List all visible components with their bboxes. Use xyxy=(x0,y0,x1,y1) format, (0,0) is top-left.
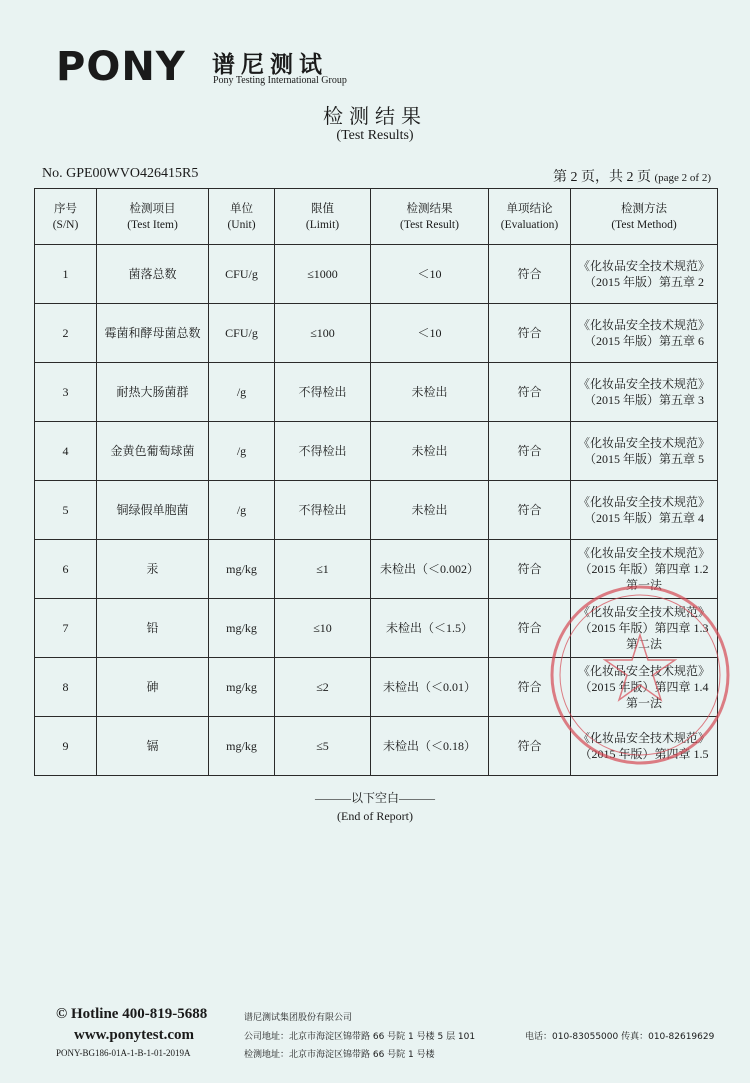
column-header xyxy=(97,189,209,245)
cell-item: 金黄色葡萄球菌 xyxy=(97,422,209,481)
hotline-text: Hotline 400-819-5688 xyxy=(70,1006,208,1022)
cell-limit: 不得检出 xyxy=(275,481,371,540)
footer-website: www.ponytest.com xyxy=(74,1027,194,1043)
method-line: （2015 年版）第五章 4 xyxy=(583,511,704,525)
cell-eval: 符合 xyxy=(489,245,571,304)
method-line: 第一法 xyxy=(625,696,662,710)
column-header-cn: 限值 xyxy=(311,202,334,215)
cell-result: 未检出（＜0.002） xyxy=(371,540,489,599)
column-header xyxy=(209,189,275,245)
method-line: 《化妆品安全技术规范》 xyxy=(577,546,710,560)
method-line: （2015 年版）第五章 3 xyxy=(583,393,704,407)
cell-method xyxy=(571,245,718,304)
method-line: （2015 年版）第五章 6 xyxy=(583,334,704,348)
footer-hotline xyxy=(56,1006,207,1023)
column-header-cn: 检测方法 xyxy=(621,202,667,215)
cell-result: 未检出（＜0.18） xyxy=(371,717,489,776)
cell-result: ＜10 xyxy=(371,304,489,363)
method-line: 《化妆品安全技术规范》 xyxy=(577,605,710,619)
cell-unit: /g xyxy=(209,363,275,422)
end-cn: ———以下空白——— xyxy=(314,791,435,805)
cell-limit: 不得检出 xyxy=(275,363,371,422)
cell-sn: 3 xyxy=(35,363,97,422)
cell-sn: 7 xyxy=(35,599,97,658)
column-header-en: (Test Result) xyxy=(400,218,459,231)
cell-sn: 2 xyxy=(35,304,97,363)
cell-unit: /g xyxy=(209,481,275,540)
page-number-cn: 第 2 页，共 2 页 xyxy=(552,170,651,185)
cell-method xyxy=(571,363,718,422)
table-row xyxy=(35,245,718,304)
cell-eval: 符合 xyxy=(489,717,571,776)
table-row xyxy=(35,422,718,481)
page-number xyxy=(553,166,711,186)
cell-limit: ≤1000 xyxy=(275,245,371,304)
cell-limit: 不得检出 xyxy=(275,422,371,481)
method-line: 《化妆品安全技术规范》 xyxy=(577,731,710,745)
cell-result: 未检出（＜1.5） xyxy=(371,599,489,658)
table-row xyxy=(35,481,718,540)
column-header-en: (Test Item) xyxy=(127,218,178,231)
footer-tel-fax: 电话：010-83055000 传真：010-82619629 xyxy=(525,1032,715,1042)
footer-form-code: PONY-BG186-01A-1-B-1-01-2019A xyxy=(56,1048,191,1058)
cell-unit: CFU/g xyxy=(209,304,275,363)
cell-sn: 6 xyxy=(35,540,97,599)
cell-sn: 1 xyxy=(35,245,97,304)
cell-item: 菌落总数 xyxy=(97,245,209,304)
cell-unit: /g xyxy=(209,422,275,481)
method-line: 《化妆品安全技术规范》 xyxy=(577,377,710,391)
column-header-en: (S/N) xyxy=(52,218,79,231)
column-header-en: (Evaluation) xyxy=(500,218,559,231)
method-line: （2015 年版）第四章 1.5 xyxy=(579,747,709,761)
column-header xyxy=(571,189,718,245)
cell-method xyxy=(571,304,718,363)
cell-sn: 5 xyxy=(35,481,97,540)
cell-item: 铅 xyxy=(97,599,209,658)
table-header-row xyxy=(35,189,718,245)
page-number-en: (page 2 of 2) xyxy=(654,172,711,184)
cell-limit: ≤1 xyxy=(275,540,371,599)
cell-item: 霉菌和酵母菌总数 xyxy=(97,304,209,363)
column-header-cn: 单位 xyxy=(230,202,253,215)
cell-limit: ≤100 xyxy=(275,304,371,363)
column-header-en: (Unit) xyxy=(227,218,256,231)
column-header xyxy=(371,189,489,245)
column-header-cn: 检测结果 xyxy=(406,202,453,215)
footer-company: 谱尼测试集团股份有限公司 xyxy=(244,1013,353,1023)
column-header xyxy=(489,189,571,245)
method-line: 《化妆品安全技术规范》 xyxy=(577,259,710,273)
column-header-en: (Test Method) xyxy=(611,218,677,231)
cell-method xyxy=(571,422,718,481)
cell-unit: mg/kg xyxy=(209,658,275,717)
end-of-report xyxy=(0,789,750,825)
cell-eval: 符合 xyxy=(489,363,571,422)
cell-limit: ≤2 xyxy=(275,658,371,717)
page-subtitle: (Test Results) xyxy=(336,128,414,143)
footer-company-address: 公司地址：北京市海淀区锦带路 66 号院 1 号楼 5 层 101 xyxy=(244,1032,476,1042)
method-line: （2015 年版）第四章 1.4 xyxy=(579,680,709,694)
method-line: 第二法 xyxy=(625,637,662,651)
method-line: （2015 年版）第五章 2 xyxy=(583,275,704,289)
column-header xyxy=(275,189,371,245)
method-line: 《化妆品安全技术规范》 xyxy=(577,318,710,332)
page-title: 检测结果 xyxy=(323,104,427,128)
table-row xyxy=(35,363,718,422)
cell-unit: CFU/g xyxy=(209,245,275,304)
cell-result: 未检出 xyxy=(371,422,489,481)
cell-limit: ≤10 xyxy=(275,599,371,658)
cell-item: 镉 xyxy=(97,717,209,776)
logo-chinese-name: 谱尼测试 xyxy=(212,52,328,78)
inspection-seal-icon xyxy=(545,580,735,770)
cell-result: 未检出 xyxy=(371,481,489,540)
cell-eval: 符合 xyxy=(489,481,571,540)
cell-sn: 4 xyxy=(35,422,97,481)
cell-sn: 9 xyxy=(35,717,97,776)
method-line: （2015 年版）第五章 5 xyxy=(583,452,704,466)
cell-eval: 符合 xyxy=(489,540,571,599)
cell-sn: 8 xyxy=(35,658,97,717)
method-line: 《化妆品安全技术规范》 xyxy=(577,436,710,450)
cell-result: 未检出（＜0.01） xyxy=(371,658,489,717)
cell-method xyxy=(571,481,718,540)
logo-wordmark: PONY xyxy=(56,44,186,90)
cell-item: 耐热大肠菌群 xyxy=(97,363,209,422)
cell-unit: mg/kg xyxy=(209,717,275,776)
table-row xyxy=(35,304,718,363)
column-header-en: (Limit) xyxy=(305,218,340,231)
cell-eval: 符合 xyxy=(489,599,571,658)
column-header-cn: 序号 xyxy=(54,202,77,215)
cell-item: 砷 xyxy=(97,658,209,717)
column-header-cn: 单项结论 xyxy=(506,202,553,215)
cell-result: 未检出 xyxy=(371,363,489,422)
cell-item: 汞 xyxy=(97,540,209,599)
cell-limit: ≤5 xyxy=(275,717,371,776)
method-line: 第一法 xyxy=(625,578,662,592)
cell-eval: 符合 xyxy=(489,422,571,481)
end-en: (End of Report) xyxy=(337,809,413,823)
cell-unit: mg/kg xyxy=(209,599,275,658)
column-header-cn: 检测项目 xyxy=(129,202,176,215)
method-line: （2015 年版）第四章 1.2 xyxy=(579,562,709,576)
logo-english-name: Pony Testing International Group xyxy=(213,75,347,86)
method-line: 《化妆品安全技术规范》 xyxy=(577,495,710,509)
method-line: （2015 年版）第四章 1.3 xyxy=(579,621,709,635)
phone-icon: © xyxy=(56,1006,68,1022)
cell-eval: 符合 xyxy=(489,658,571,717)
report-number: No. GPE00WVO426415R5 xyxy=(42,166,199,181)
footer-test-address: 检测地址：北京市海淀区锦带路 66 号院 1 号楼 xyxy=(244,1050,435,1060)
cell-item: 铜绿假单胞菌 xyxy=(97,481,209,540)
cell-result: ＜10 xyxy=(371,245,489,304)
cell-unit: mg/kg xyxy=(209,540,275,599)
cell-eval: 符合 xyxy=(489,304,571,363)
method-line: 《化妆品安全技术规范》 xyxy=(577,664,710,678)
column-header xyxy=(35,189,97,245)
